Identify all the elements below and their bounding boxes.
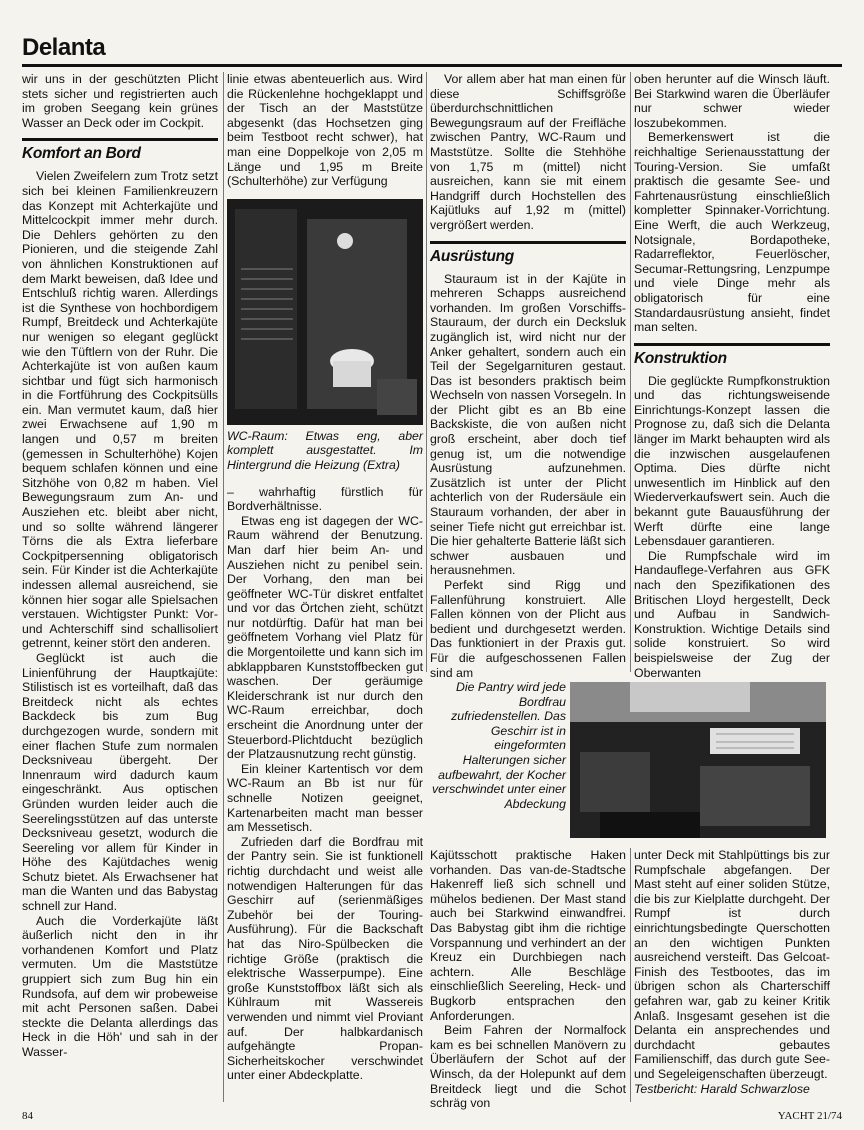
page-number: 84 <box>22 1110 33 1122</box>
paragraph: – wahrhaftig fürstlich für Bordverhältnisse. <box>227 484 423 514</box>
paragraph: Die geglückte Rumpfkonstruktion und das richtungsweisende Einrichtungs-Konzept lassen die Prognose zu, daß sich die Delanta länger im Markt behaupten wird als die inzwischen ausgelaufenen Optima. Dies dürfte nicht unwesentlich im Hinblick auf den Wiederverkaufswert sein. Auch die bekannt gute Bauausführung der Werft dürfte eine lange Lebensdauer garantieren. <box>634 373 830 549</box>
paragraph: Beim Fahren der Normalfock kam es bei schnellen Manövern zu Überläufern der Schot auf der Winsch, da der Holepunkt auf dem Breitdeck liegt und die Schot schräg von <box>430 1023 626 1111</box>
photo-caption-wc: WC-Raum: Etwas eng, aber komplett ausgestattet. Im Hintergrund die Heizung (Extra) <box>227 428 423 472</box>
column-rule <box>630 848 631 1102</box>
magazine-issue: YACHT 21/74 <box>777 1110 842 1122</box>
wc-room-illustration <box>227 199 423 425</box>
paragraph: Vielen Zweifelern zum Trotz setzt sich bei kleinen Familienkreuzern das Konzept mit Achterkajüte und Mittelcockpit immer mehr durch. Die Dehlers gehörten zu den Pionieren, und die steigende Zahl von ähnlichen Konstruktionen auf dem Markt beweisen, daß Idee und Entschluß richtig waren. Allerdings ist die Synthese von hochbordigem Rumpf, Breitdeck und Achterkajüte nur wenigen so elegant geglückt wie den Tüftlern von der Ruhr. Die Achterkajüte ist von außen kaum sichtbar und fügt sich harmonisch in die Fortführung des Cockpitsülls ein. Man vermutet kaum, daß hier zwei Erwachsene auf 1,90 m langen und 0,57 m breiten (gemessen in Schulterhöhe) Kojen bequem schlafen können und eine Sitzhöhe von 0,82 m haben. Viel Bewegungsraum zum An- und Ausziehen etc. bleibt aber nicht, und so sollte während längerer Törns die als Extra lieferbare Cockpitpersenning obligatorisch sein. Für Kinder ist die Achterkajüte indessen allemal ausreichend, sie können hier sogar alle Spielsachen verstauen. Wichtigster Punkt: Vor- und Achterschiff sind schallisoliert getrennt, keiner stört den anderen. <box>22 169 218 651</box>
column-4-bottom <box>634 848 830 1096</box>
paragraph: Etwas eng ist dagegen der WC-Raum während der Benutzung. Man darf hier beim An- und Ausziehen nicht zu penibel sein. Der Vorhang, den man bei geöffneter WC-Tür diskret entfaltet und vor das Örtchen zieht, schützt nur notdürftig. Dafür hat man bei geöffnetem Vorhang viel Platz für die Morgentoilette und kann sich im abklappbaren Kunststoffbecken gut waschen. Der geräumige Kleiderschrank ist nur durch den WC-Raum erreichbar, doch erscheint die Anordnung unter der Steuerbord-Plichtducht bezüglich der Platzausnutzung recht günstig. <box>227 513 423 762</box>
byline: Testbericht: Harald Schwarzlose <box>634 1081 810 1096</box>
pantry-illustration <box>570 682 826 838</box>
paragraph: Auch die Vorderkajüte läßt äußerlich nicht den in ihr vorhandenen Komfort und Platz vermuten. Um die Maststütze gruppiert sich zum Bug hin ein Rundsofa, auf dem wir probeweise mit acht Personen saßen. Dabei steckte die Delanta allerdings das Heck in die Höh' und sah in der Wasser- <box>22 913 218 1059</box>
column-4-top <box>634 72 830 680</box>
paragraph: Vor allem aber hat man einen für diese Schiffsgröße überdurchschnittlichen Bewegungsraum auf der Freifläche zwischen Pantry, WC-Raum und Maststütze. Sollte die Stehhöhe von 1,75 m (mittel) nicht ausreichen, kann sie mit einem Handgriff durch Hochstellen des Kajütluks auf 1,92 m (mittel) vergrößert werden. <box>430 72 626 232</box>
column-rule <box>426 72 427 672</box>
column-3-bottom <box>430 848 626 1111</box>
paragraph: Ein kleiner Kartentisch vor dem WC-Raum an Bb ist nur für schnelle Notizen geeignet, Kartenarbeiten macht man besser am Messetisch. <box>227 761 423 835</box>
section-heading-ausruestung: Ausrüstung <box>430 241 626 266</box>
page-title: Delanta <box>22 34 106 61</box>
paragraph: linie etwas abenteuerlich aus. Wird die Rückenlehne hochgeklappt und der Tisch an der Maststütze abgesenkt (das Hochsetzen ging beim Testboot recht schwer), hat man eine Doppelkoje von 2,05 m Länge und 1,95 m Breite (Schulterhöhe) zur Verfügung <box>227 72 423 189</box>
pantry-photo <box>570 682 826 838</box>
paragraph: oben herunter auf die Winsch läuft. Bei Starkwind waren die Überläufer nur schwer wieder loszubekommen. <box>634 72 830 130</box>
column-rule <box>630 72 631 672</box>
photo-caption-pantry: Die Pantry wird jede Bordfrau zufriedenstellen. Das Geschirr ist in eingeformten Halterungen sicher aufbewahrt, der Kocher verschwindet unter einer Abdeckung <box>432 680 566 811</box>
column-1 <box>22 72 218 1060</box>
column-2 <box>227 72 423 1083</box>
wc-room-photo <box>227 199 423 425</box>
paragraph: Perfekt sind Rigg und Fallenführung konstruiert. Alle Fallen können von der Plicht aus bedient und durchgesetzt werden. Das funktioniert in der Praxis gut. Für die aufgeschossenen Fallen sind am <box>430 578 626 680</box>
paragraph: Zufrieden darf die Bordfrau mit der Pantry sein. Sie ist funktionell richtig durchdacht und weist alle notwendigen Halterungen für das Geschirr auf (serienmäßiges Zubehör bei der Touring-Ausführung). Für die Backschaft hat das Niro-Spülbecken die richtige Größe (praktisch die elektrische Wasserpumpe). Eine große Kunststoffbox läßt sich als Kühlraum mit Wassereis verwenden und nimmt viel Proviant auf. Der halbkardanisch aufgehängte Propan-Sicherheitskocher verschwindet unter einer Abdeckplatte. <box>227 834 423 1083</box>
column-3-top <box>430 72 626 680</box>
paragraph: Geglückt ist auch die Linienführung der Hauptkajüte: Stilistisch ist es vorteilhaft, daß das Breitdeck nicht als echtes Backdeck bis zum Bug durchgezogen wurde, sondern mit einer flachen Stufe zum normalen Decksniveau übergeht. Der Innenraum wird dadurch kaum eingeschränkt. Aus optischen Gründen wurden leider auch die Seerelingsstützen auf das unterste Decksniveau gesetzt, wodurch die Seereling vor allem für Kinder in Höhe des Kajütdaches wenig Schutz bietet. Als Erwachsener hat man die Wanten und das Babystag schnell zur Hand. <box>22 650 218 914</box>
header-rule <box>22 64 842 67</box>
paragraph: Kajütsschott praktische Haken vorhanden. Das van-de-Stadtsche Hakenreff ließ sich schnell und mühelos bedienen. Der Mast stand auch bei Starkwind einwandfrei. Das Babystag gibt ihm die richtige Vorspannung und verhindert an der Kreuz ein Durchbiegen nach achtern. Alle Beschläge einschließlich Seereling, Heck- und Bugkorb entsprachen den Anforderungen. <box>430 848 626 1023</box>
paragraph: Die Rumpfschale wird im Handauflege-Verfahren aus GFK nach den Spezifikationen des Britischen Lloyd hergestellt, Deck und Aufbau in Sandwich-Konstruktion. Wichtige Details sind solide konstruiert. So wird beispielsweise der Zug der Oberwanten <box>634 548 830 680</box>
section-heading-konstruktion: Konstruktion <box>634 343 830 368</box>
section-heading-komfort: Komfort an Bord <box>22 138 218 163</box>
paragraph: wir uns in der geschützten Plicht stets sicher und registrierten auch im groben Seegang kein grünes Wasser an Deck oder im Cockpit. <box>22 72 218 130</box>
paragraph: unter Deck mit Stahlpüttings bis zur Rumpfschale abgefangen. Der Mast steht auf einer soliden Stütze, die bis zur Kielplatte durchgeht. Der Rumpf ist durch einrichtungsbedingte Querschotten an den wichtigen Punkten ausreichend versteift. Das Gelcoat-Finish des Testbootes, das im übrigen schon als Charterschiff gefahren war, gab zu keiner Kritik Anlaß. Insgesamt gesehen ist die Delanta ein ansprechendes und durchdacht gebautes Familienschiff, das durch gute See- und Segeleigenschaften überzeugt. <box>634 848 830 1081</box>
paragraph: Bemerkenswert ist die reichhaltige Serienausstattung der Touring-Version. Sie umfaßt praktisch die gesamte See- und Fahrtenausrüstung einschließlich kompletter Spinnaker-Vorrichtung. Eine Werft, die auch Werkzeug, Notsignale, Bordapotheke, Radarreflektor, Feuerlöscher, Secumar-Rettungsring, Lenzpumpe und viele Dinge mehr als obligatorisch für eine Standardausrüstung ansieht, findet man selten. <box>634 130 830 335</box>
paragraph: Stauraum ist in der Kajüte in mehreren Schapps ausreichend vorhanden. Im großen Vorschiffs-Stauraum, der durch ein Decksluk zugänglich ist, wird nicht nur der Anker gehaltert, sondern auch ein Teil der Segelgarnituren gestaut. Das ist besonders praktisch beim Wechseln von nassen Vorsegeln. In der Plicht gibt es an Bb eine Backskiste, die von außen nicht groß erscheint, aber doch tief genug ist, um die notwendige Ausrüstung aufzunehmen. Zusätzlich ist unter der Plicht achterlich von der Rudersäule ein Stauraum vorhanden, der aber in seiner Tiefe nicht gut erreichbar ist. Die hier gehalterte Batterie läßt sich schwer ausbauen und herausnehmen. <box>430 271 626 578</box>
column-rule <box>223 72 224 1102</box>
